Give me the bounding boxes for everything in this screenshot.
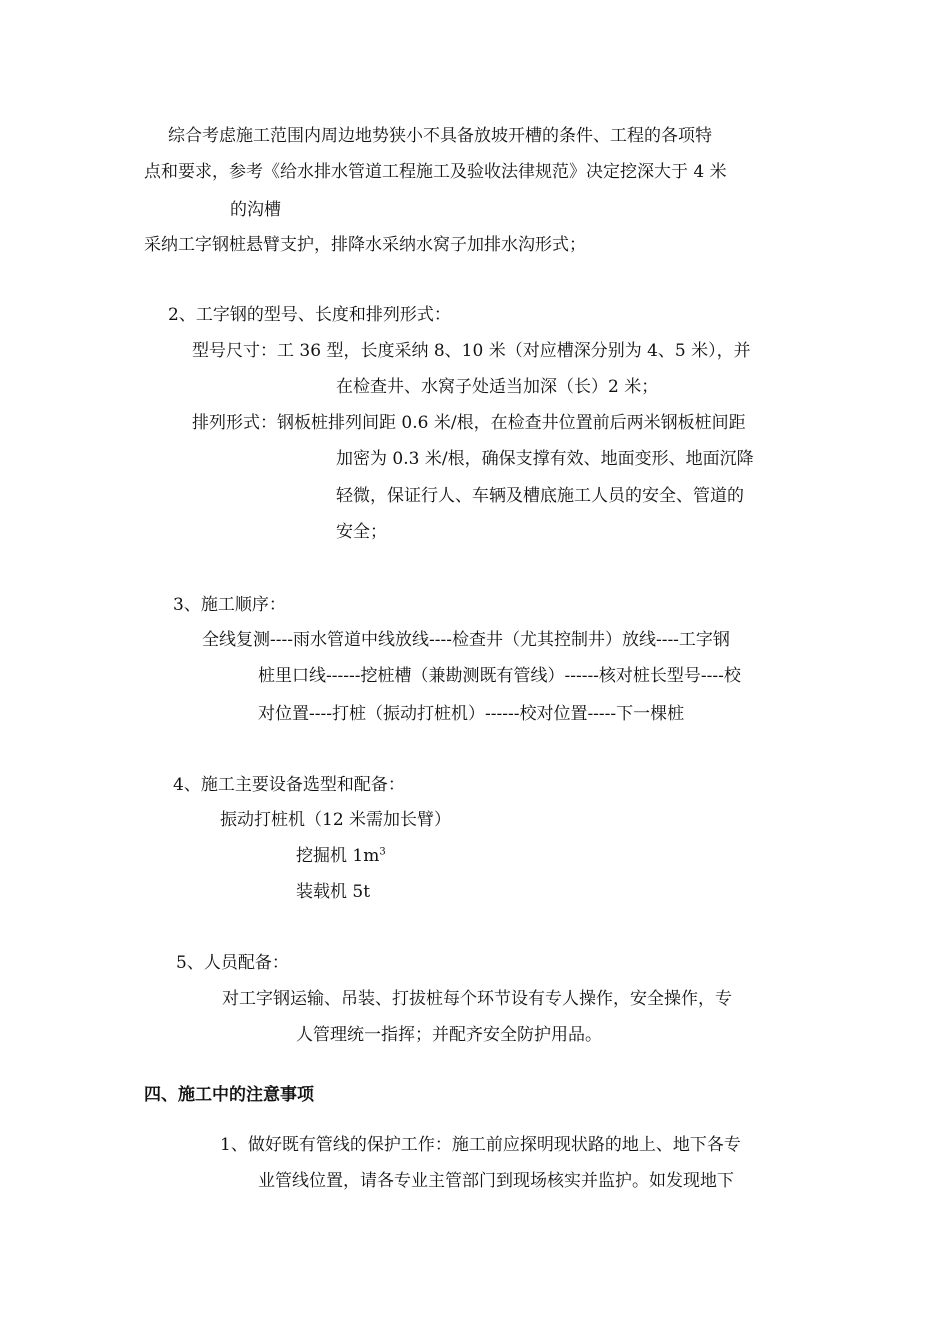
section-5-heading: 5、人员配备： [176, 953, 289, 973]
equipment-item-2-text: 挖掘机 1m [296, 846, 380, 866]
intro-line-1: 综合考虑施工范围内周边地势狭小不具备放坡开槽的条件、工程的各项特 [168, 126, 712, 146]
section-four-heading: 四、施工中的注意事项 [144, 1085, 314, 1105]
intro-line-3: 的沟槽 [230, 200, 281, 220]
size-line-2: 在检查井、水窝子处适当加深（长）2 米； [336, 377, 659, 397]
sequence-line-3: 对位置----打桩（振动打桩机）------校对位置-----下一棵桩 [258, 704, 685, 724]
staffing-line-1: 对工字钢运输、吊装、打拔桩每个环节设有专人操作，安全操作，专 [222, 989, 732, 1009]
staffing-line-2: 人管理统一指挥；并配齐安全防护用品。 [296, 1025, 602, 1045]
section-2-heading: 2、工字钢的型号、长度和排列形式： [168, 305, 451, 325]
sequence-line-2: 桩里口线------挖桩槽（兼勘测既有管线）------核对桩长型号----校 [258, 666, 741, 686]
intro-line-4: 采纳工字钢桩悬臂支护，排降水采纳水窝子加排水沟形式； [144, 235, 586, 255]
intro-line-2: 点和要求，参考《给水排水管道工程施工及验收法律规范》决定挖深大于 4 米 [144, 162, 727, 182]
precaution-line-2: 业管线位置，请各专业主管部门到现场核实并监护。如发现地下 [258, 1171, 734, 1191]
section-4-heading: 4、施工主要设备选型和配备： [173, 775, 405, 795]
arrangement-line-1: 排列形式：钢板桩排列间距 0.6 米/根，在检查井位置前后两米钢板桩间距 [192, 413, 746, 433]
arrangement-line-2: 加密为 0.3 米/根，确保支撑有效、地面变形、地面沉降 [336, 449, 754, 469]
sequence-line-1: 全线复测----雨水管道中线放线----检查井（尤其控制井）放线----工字钢 [202, 630, 730, 650]
precaution-line-1: 1、做好既有管线的保护工作：施工前应探明现状路的地上、地下各专 [220, 1135, 741, 1155]
size-line-1: 型号尺寸：工 36 型，长度采纳 8、10 米（对应槽深分别为 4、5 米），并 [192, 341, 751, 361]
arrangement-line-3: 轻微，保证行人、车辆及槽底施工人员的安全、管道的 [336, 486, 744, 506]
equipment-item-3: 装载机 5t [296, 882, 371, 902]
equipment-item-2-superscript: 3 [379, 846, 386, 858]
section-3-heading: 3、施工顺序： [173, 595, 286, 615]
equipment-item-1: 振动打桩机（12 米需加长臂） [220, 810, 452, 830]
arrangement-line-4: 安全； [336, 522, 387, 542]
equipment-item-2 [296, 844, 386, 868]
